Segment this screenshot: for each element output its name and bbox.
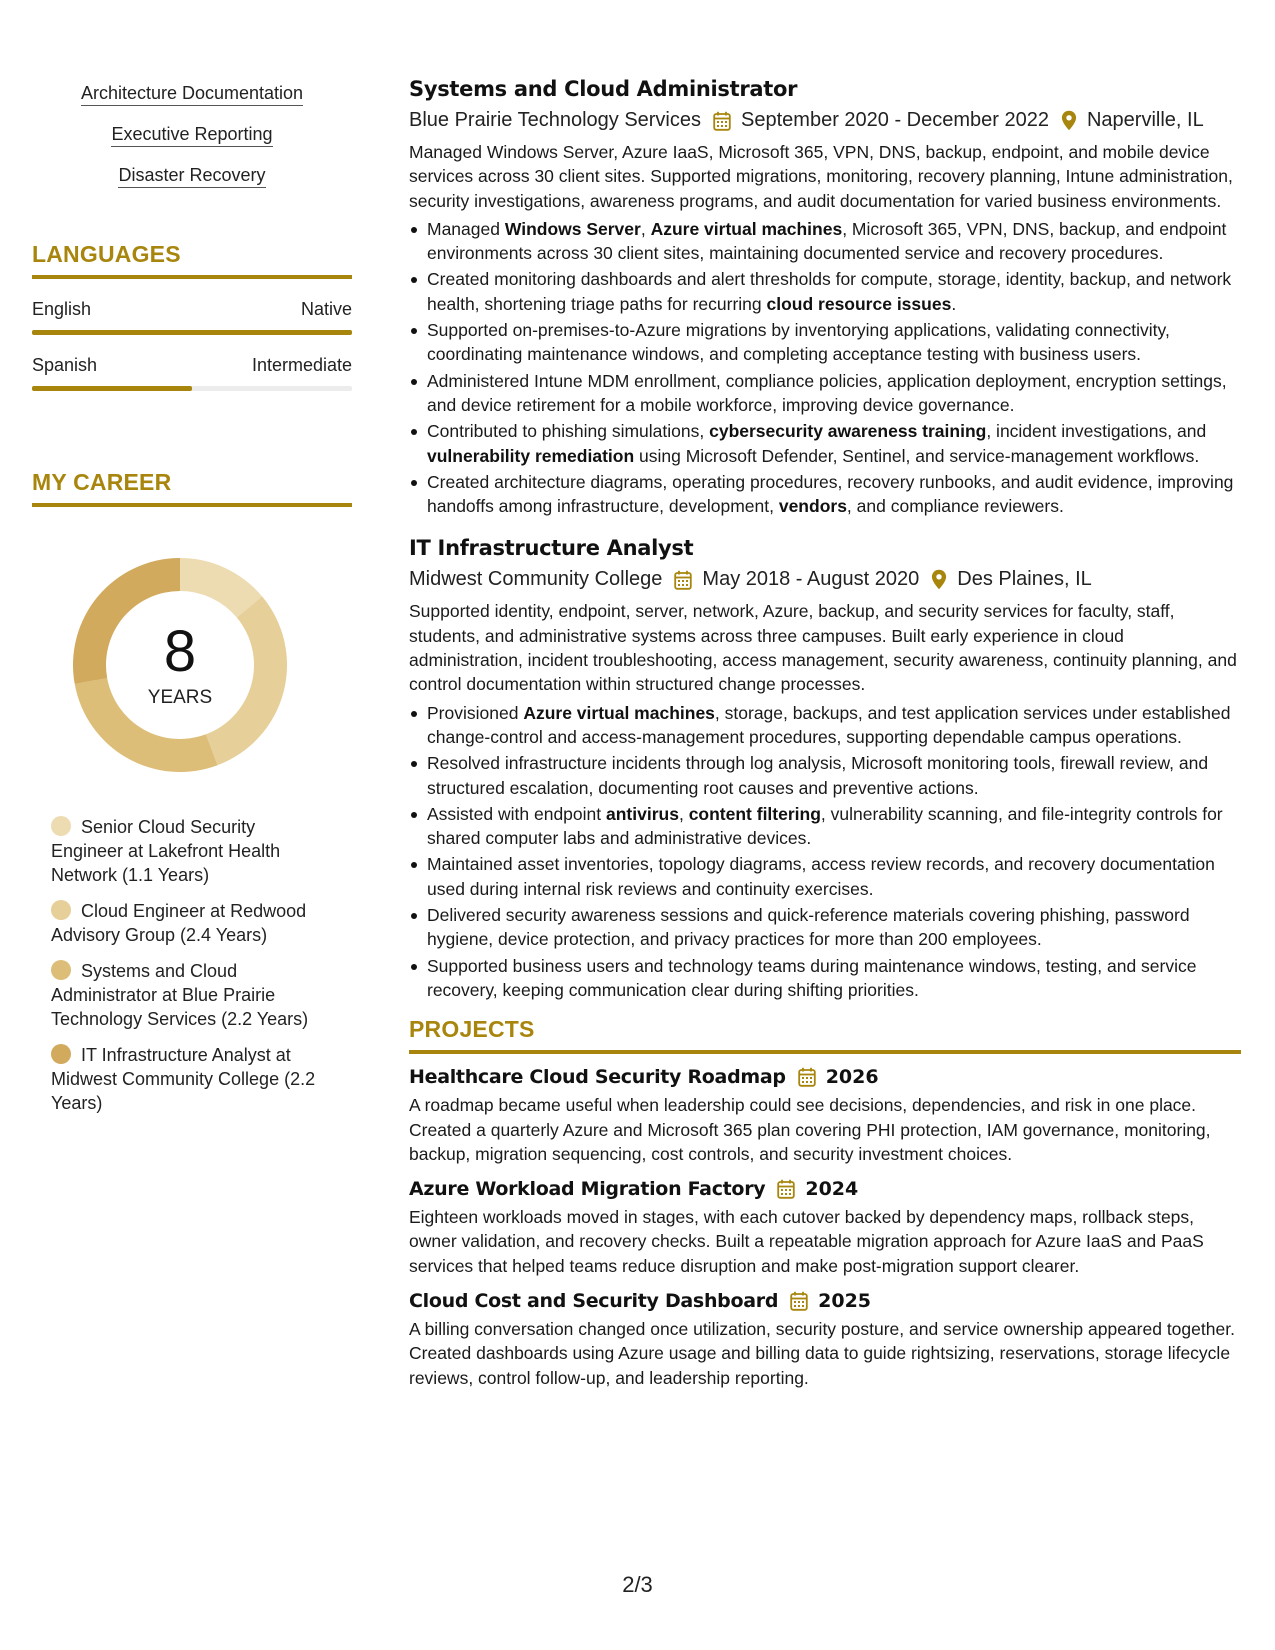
language-name: Spanish: [32, 355, 98, 375]
projects-heading: PROJECTS: [409, 1016, 1241, 1054]
project-description: A billing conversation changed once utilization, security posture, and service ownership appeared together. Created dashboards using Azure usage and billing data to guide rightsizing, reservations, storage lifecycle reviews, control follow-up, and leadership reporting.: [409, 1318, 1235, 1388]
career-legend-label: Senior Cloud Security Engineer at Lakefront Health Network (1.1 Years): [51, 817, 281, 885]
job-bullets: [409, 217, 1241, 519]
job-entry: [409, 536, 1241, 1002]
bullet-text: ,: [678, 803, 689, 824]
job-company: Blue Prairie Technology Services: [409, 109, 702, 131]
bullet-text: Provisioned: [427, 702, 524, 723]
job-bullet: [409, 470, 1241, 519]
bullet-text: Supported on-premises-to-Azure migrations by inventorying applications, validating connectivity, coordinating maintenance windows, and completing acceptance testing with business users.: [427, 320, 1170, 365]
bullet-text: Maintained asset inventories, topology diagrams, access review records, and recovery documentation used during internal risk reviews and continuity exercises.: [427, 854, 1215, 899]
bullet-text: Administered Intune MDM enrollment, compliance policies, application deployment, encryption settings, and device retirement for a mobile workforce, improving device governance.: [427, 370, 1227, 415]
project-description: Eighteen workloads moved in stages, with each cutover backed by dependency maps, rollback steps, owner validation, and recovery checks. Built a repeatable migration approach for Azure IaaS and PaaS services that helped teams reduce disruption and make post-migration support clearer.: [409, 1207, 1204, 1276]
bullet-text: , and compliance reviewers.: [846, 496, 1064, 517]
bullet-keyword: cybersecurity awareness training: [709, 421, 987, 442]
job-title: Systems and Cloud Administrator: [409, 77, 798, 101]
bullet-keyword: vulnerability remediation: [427, 445, 635, 466]
job-bullet: [409, 852, 1241, 901]
calendar-icon: [674, 570, 692, 590]
bullet-text: , vulnerability scanning, and file-integrity controls for shared computer labs and administrative devices.: [427, 803, 1223, 849]
skill-tag: Disaster Recovery: [118, 166, 265, 188]
job-location: Des Plaines, IL: [957, 568, 1092, 591]
project-description: A roadmap became useful when leadership could see decisions, dependencies, and risk in one place. Created a quarterly Azure and Microsoft 365 plan covering PHI protection, IAM governance, monitoring, backup, migration sequencing, cost controls, and security investment choices.: [409, 1095, 1211, 1164]
career-legend-item: [51, 1043, 322, 1115]
language-proficiency-fill: [32, 386, 192, 391]
career-legend: [32, 815, 322, 1115]
language-proficiency-bar: [32, 386, 352, 391]
job-dates: May 2018 - August 2020: [702, 568, 920, 591]
project-title-row: [409, 1178, 1241, 1200]
career-legend-item: [51, 899, 322, 947]
language-name: English: [32, 299, 92, 319]
bullet-keyword: Azure virtual machines: [650, 218, 843, 239]
job-bullet: [409, 954, 1241, 1003]
legend-dot-icon: [51, 900, 71, 920]
project-year: 2026: [825, 1066, 879, 1089]
language-level: Native: [300, 299, 352, 319]
map-pin-icon: [931, 569, 947, 590]
job-bullet: [409, 802, 1241, 851]
calendar-icon: [713, 111, 731, 131]
job-bullet: [409, 419, 1241, 468]
left-column: [32, 84, 352, 1127]
bullet-keyword: antivirus: [606, 803, 679, 824]
legend-dot-icon: [51, 1044, 71, 1064]
language-row: [32, 355, 352, 376]
project-year: 2024: [805, 1178, 859, 1201]
job-entry: [409, 77, 1241, 518]
bullet-keyword: vendors: [778, 496, 847, 517]
map-pin-icon: [1061, 110, 1077, 131]
project-entry: [409, 1290, 1241, 1390]
projects-list: [409, 1066, 1241, 1390]
bullet-keyword: cloud resource issues: [766, 293, 952, 314]
career-legend-label: IT Infrastructure Analyst at Midwest Community College (2.2 Years): [51, 1045, 316, 1113]
calendar-icon: [790, 1291, 808, 1311]
languages-heading: LANGUAGES: [32, 241, 352, 279]
bullet-keyword: content filtering: [688, 803, 821, 824]
legend-dot-icon: [51, 816, 71, 836]
career-total: [66, 619, 294, 709]
bullet-text: ,: [640, 218, 651, 239]
skill-tag: Architecture Documentation: [81, 84, 303, 106]
project-entry: [409, 1178, 1241, 1278]
right-column: [409, 77, 1241, 1390]
career-legend-label: Cloud Engineer at Redwood Advisory Group (2.4 Years): [51, 901, 307, 945]
skill-tag: Executive Reporting: [111, 125, 272, 147]
job-bullets: [409, 701, 1241, 1003]
job-bullet: [409, 318, 1241, 367]
job-bullet: [409, 751, 1241, 800]
job-company: Midwest Community College: [409, 568, 663, 591]
calendar-icon: [777, 1179, 795, 1199]
job-title: IT Infrastructure Analyst: [409, 536, 694, 561]
career-heading: MY CAREER: [32, 469, 352, 507]
bullet-text: , incident investigations, and: [986, 421, 1207, 442]
career-total-number: 8: [163, 619, 197, 684]
project-title-row: [409, 1290, 1241, 1312]
bullet-text: Created architecture diagrams, operating procedures, recovery runbooks, and audit evidence, improving handoffs among infrastructure, development,: [427, 471, 1234, 517]
job-summary: Supported identity, endpoint, server, network, Azure, backup, and security services for faculty, staff, students, and administrative systems across three campuses. Built early experience in cloud administration, incident troubleshooting, access management, security awareness, continuity planning, and control documentation within structured change processes.: [409, 601, 1237, 695]
calendar-icon: [798, 1067, 816, 1087]
bullet-text: using Microsoft Defender, Sentinel, and service-management workflows.: [634, 445, 1200, 466]
job-meta: [409, 109, 1241, 132]
project-title: Healthcare Cloud Security Roadmap: [409, 1066, 786, 1089]
legend-dot-icon: [51, 960, 71, 980]
languages-list: [32, 299, 352, 391]
bullet-text: Contributed to phishing simulations,: [427, 421, 710, 442]
job-bullet: [409, 369, 1241, 418]
project-title-row: [409, 1066, 1241, 1088]
career-legend-item: [51, 815, 322, 887]
bullet-text: Supported business users and technology teams during maintenance windows, testing, and service recovery, keeping communication clear during shifting priorities.: [427, 955, 1197, 1000]
project-title: Cloud Cost and Security Dashboard: [409, 1289, 779, 1312]
job-summary: Managed Windows Server, Azure IaaS, Microsoft 365, VPN, DNS, backup, endpoint, and mobile device services across 30 client sites. Supported migrations, monitoring, recovery planning, Intune administration, security investigations, awareness programs, and audit documentation for varied business environments.: [409, 142, 1233, 211]
bullet-text: .: [951, 293, 957, 314]
job-bullet: [409, 903, 1241, 952]
bullet-keyword: Windows Server: [504, 218, 641, 239]
project-entry: [409, 1066, 1241, 1166]
bullet-text: Assisted with endpoint: [427, 803, 606, 824]
job-bullet: [409, 267, 1241, 316]
page-number: 2/3: [622, 1572, 653, 1597]
career-total-unit: YEARS: [147, 687, 213, 708]
language-level: Intermediate: [251, 355, 352, 375]
language-proficiency-bar: [32, 330, 352, 335]
bullet-text: , Microsoft 365, VPN, DNS, backup, and endpoint environments across 30 client sites, maintaining documented service and recovery procedures.: [427, 218, 1227, 264]
job-bullet: [409, 701, 1241, 750]
skill-list: [32, 84, 352, 207]
career-donut-chart: [66, 551, 294, 779]
job-dates: September 2020 - December 2022: [741, 109, 1049, 131]
language-row: [32, 299, 352, 320]
experience-list: [409, 77, 1241, 1002]
bullet-text: Delivered security awareness sessions and quick-reference materials covering phishing, password hygiene, device protection, and privacy practices for more than 200 employees.: [427, 905, 1190, 950]
job-location: Naperville, IL: [1086, 109, 1204, 131]
project-year: 2025: [818, 1289, 872, 1312]
career-legend-label: Systems and Cloud Administrator at Blue Prairie Technology Services (2.2 Years): [51, 961, 309, 1029]
job-meta: [409, 568, 1241, 591]
bullet-keyword: Azure virtual machines: [523, 702, 715, 723]
language-proficiency-fill: [32, 330, 352, 335]
job-bullet: [409, 217, 1241, 266]
project-title: Azure Workload Migration Factory: [409, 1178, 766, 1201]
career-legend-item: [51, 959, 322, 1031]
bullet-text: Created monitoring dashboards and alert thresholds for compute, storage, identity, backup, and network health, shortening triage paths for recurring: [427, 269, 1232, 314]
bullet-text: Managed: [427, 218, 505, 239]
bullet-text: , storage, backups, and test application services under established change-control and access-management procedures, supporting dependable campus operations.: [427, 702, 1231, 747]
bullet-text: Resolved infrastructure incidents through log analysis, Microsoft monitoring tools, firewall review, and structured escalation, documenting root causes and preventive actions.: [427, 753, 1209, 798]
